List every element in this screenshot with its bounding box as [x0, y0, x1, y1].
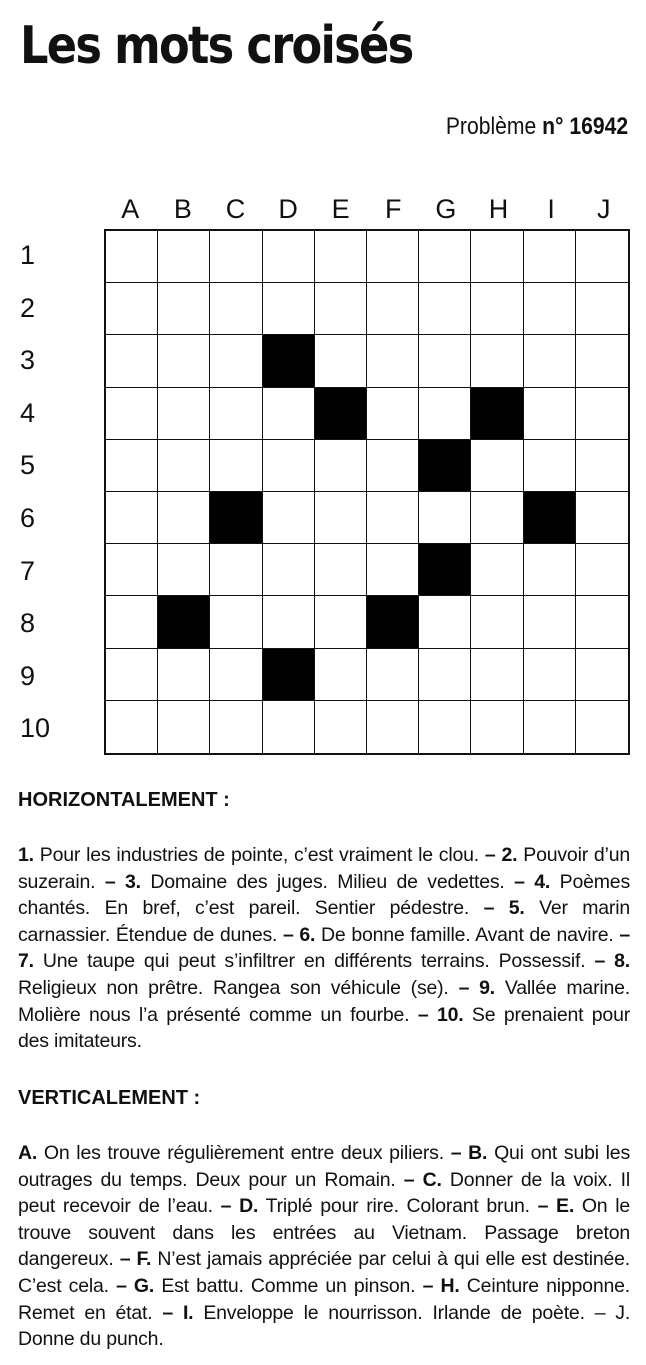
grid-cell[interactable] [524, 701, 576, 753]
clue-number: – 2. [484, 844, 518, 866]
grid-cell[interactable] [576, 596, 628, 648]
clue-text: Ceinture nipponne. Remet en état. [18, 1274, 630, 1324]
column-label: H [488, 194, 509, 224]
black-cell [263, 335, 315, 387]
grid-cell[interactable] [263, 701, 315, 753]
grid-cell[interactable] [315, 283, 367, 335]
grid-cell[interactable] [315, 231, 367, 283]
grid-cell[interactable] [315, 701, 367, 753]
clue-text: Enveloppe le nourrisson. Irlande de poète. [203, 1301, 585, 1324]
grid-cell[interactable] [158, 701, 210, 753]
grid-cell[interactable] [263, 440, 315, 492]
grid-cell[interactable] [158, 544, 210, 596]
column-label: G [435, 194, 457, 224]
grid-cell[interactable] [158, 492, 210, 544]
grid-cell[interactable] [210, 649, 262, 701]
problem-number [446, 112, 628, 142]
grid-cell[interactable] [524, 596, 576, 648]
grid-cell[interactable] [471, 283, 523, 335]
grid-cell[interactable] [367, 492, 419, 544]
clue-number: – 3. [104, 870, 141, 893]
grid-cell[interactable] [524, 335, 576, 387]
row-labels [20, 229, 70, 755]
clue-text: On le trouve souvent dans les entrées au Vietnam. Passage breton dangereux. [18, 1195, 630, 1271]
row-label: 3 [20, 345, 36, 376]
black-cell [419, 440, 471, 492]
black-cell [210, 492, 262, 544]
grid-cell[interactable] [367, 649, 419, 701]
black-cell [524, 492, 576, 544]
column-label: C [225, 194, 246, 224]
problem-label: Problème [445, 113, 537, 140]
clue-text: Religieux non prêtre. Rangea son véhicule (se). [18, 976, 449, 999]
black-cell [419, 544, 471, 596]
clue-number: – B. [450, 1142, 488, 1164]
column-label: A [121, 194, 140, 224]
vertical-heading: VERTICALEMENT : [18, 1087, 201, 1109]
clue-number: – J. [594, 1301, 631, 1324]
grid-cell[interactable] [471, 492, 523, 544]
clue-text: Ver marin carnassier. Étendue de dunes. [18, 897, 630, 946]
horizontal-clues [18, 842, 630, 1055]
grid-cell[interactable] [471, 701, 523, 753]
black-cell [158, 596, 210, 648]
grid-cell[interactable] [210, 544, 262, 596]
column-label: F [385, 194, 402, 224]
row-label: 9 [20, 660, 36, 691]
row-label: 2 [20, 292, 36, 323]
row-label: 4 [20, 397, 36, 428]
column-label: I [547, 194, 555, 224]
grid-cell[interactable] [106, 283, 158, 335]
grid-cell[interactable] [315, 440, 367, 492]
grid-cell[interactable] [315, 335, 367, 387]
grid-cell[interactable] [471, 440, 523, 492]
grid-cell[interactable] [106, 440, 158, 492]
clue-number: – 10. [417, 1003, 464, 1026]
grid-cell[interactable] [263, 231, 315, 283]
grid-cell[interactable] [367, 231, 419, 283]
clue-text: Triplé pour rire. Colorant brun. [265, 1195, 530, 1218]
grid-cell[interactable] [524, 388, 576, 440]
grid-cell[interactable] [419, 596, 471, 648]
grid-cell[interactable] [524, 649, 576, 701]
grid-cell[interactable] [524, 544, 576, 596]
row-label: 10 [20, 713, 51, 744]
clue-number: – I. [162, 1301, 194, 1324]
grid-cell[interactable] [524, 440, 576, 492]
row-label: 6 [20, 503, 36, 533]
crossword-grid [104, 229, 630, 755]
grid-cell[interactable] [158, 335, 210, 387]
column-label: B [173, 194, 192, 224]
clue-text: On les trouve régulièrement entre deux piliers. [43, 1142, 444, 1164]
grid-cell[interactable] [158, 649, 210, 701]
grid-cell[interactable] [315, 649, 367, 701]
clue-number: – 6. [283, 923, 316, 946]
grid-cell[interactable] [210, 388, 262, 440]
grid-cell[interactable] [419, 388, 471, 440]
horizontal-heading: HORIZONTALEMENT : [18, 789, 230, 811]
grid-cell[interactable] [315, 544, 367, 596]
grid-cell[interactable] [419, 335, 471, 387]
grid-cell[interactable] [419, 649, 471, 701]
grid-cell[interactable] [471, 335, 523, 387]
clue-text: Pouvoir d’un suzerain. [18, 844, 630, 893]
clue-text: Pour les industries de pointe, c’est vraiment le clou. [39, 844, 479, 866]
grid-cell[interactable] [263, 544, 315, 596]
column-label: J [596, 194, 611, 224]
grid-cell[interactable] [419, 283, 471, 335]
clue-text: Se prenaient pour des imitateurs. [18, 1003, 631, 1053]
grid-cell[interactable] [158, 440, 210, 492]
grid-cell[interactable] [263, 388, 315, 440]
grid-cell[interactable] [367, 335, 419, 387]
vertical-clues [18, 1140, 630, 1353]
clue-number: – D. [220, 1195, 259, 1218]
grid-cell[interactable] [263, 283, 315, 335]
grid-cell[interactable] [576, 231, 628, 283]
clue-number: 1. [18, 844, 34, 866]
grid-cell[interactable] [106, 701, 158, 753]
black-cell [367, 596, 419, 648]
grid-cell[interactable] [106, 492, 158, 544]
black-cell [471, 388, 523, 440]
grid-cell[interactable] [106, 649, 158, 701]
clue-text: Est battu. Comme un pinson. [161, 1274, 416, 1297]
grid-cell[interactable] [106, 335, 158, 387]
grid-cell[interactable] [367, 388, 419, 440]
clue-text: Poèmes chantés. En bref, c’est pareil. Sentier pédestre. [18, 870, 631, 920]
column-label: E [331, 194, 350, 224]
grid-cell[interactable] [210, 231, 262, 283]
grid-cell[interactable] [210, 596, 262, 648]
grid-cell[interactable] [210, 701, 262, 753]
black-cell [263, 649, 315, 701]
grid-cell[interactable] [524, 283, 576, 335]
grid-cell[interactable] [263, 492, 315, 544]
row-label: 5 [20, 450, 36, 481]
grid-cell[interactable] [106, 231, 158, 283]
grid-cell[interactable] [576, 388, 628, 440]
clue-number: – 9. [458, 976, 495, 999]
grid-cell[interactable] [210, 335, 262, 387]
grid-cell[interactable] [471, 544, 523, 596]
grid-cell[interactable] [471, 231, 523, 283]
clue-number: – C. [403, 1168, 442, 1191]
grid-cell[interactable] [576, 335, 628, 387]
grid-cell[interactable] [419, 701, 471, 753]
clue-number: – 5. [483, 897, 525, 920]
grid-cell[interactable] [315, 492, 367, 544]
clue-number: A. [18, 1142, 38, 1164]
grid-cell[interactable] [471, 596, 523, 648]
grid-cell[interactable] [367, 544, 419, 596]
clue-text: De bonne famille. Avant de navire. [321, 923, 614, 946]
grid-cell[interactable] [315, 596, 367, 648]
clue-number: – H. [422, 1274, 460, 1297]
grid-cell[interactable] [106, 544, 158, 596]
grid-cell[interactable] [106, 596, 158, 648]
problem-number-prefix: n° [542, 113, 564, 140]
clue-text: Domaine des juges. Milieu de vedettes. [150, 870, 505, 893]
grid-cell[interactable] [367, 283, 419, 335]
grid-cell[interactable] [576, 649, 628, 701]
black-cell [315, 388, 367, 440]
clue-text: Donne du punch. [18, 1328, 164, 1351]
clue-text: Donner de la voix. Il peut recevoir de l’eau. [18, 1168, 630, 1218]
clue-number: – 7. [18, 923, 631, 973]
grid-cell[interactable] [210, 283, 262, 335]
row-label: 8 [20, 608, 36, 639]
grid-cell[interactable] [576, 492, 628, 544]
clue-number: – 4. [514, 870, 551, 893]
clue-text: Une taupe qui peut s’infiltrer en différents terrains. Possessif. [42, 950, 586, 973]
row-label: 1 [20, 240, 36, 270]
page-title: Les mots croisés [20, 16, 413, 76]
clue-number: – F. [119, 1248, 152, 1271]
clue-number: – E. [537, 1195, 575, 1218]
grid-cell[interactable] [106, 388, 158, 440]
grid-cell[interactable] [367, 701, 419, 753]
grid-cell[interactable] [524, 231, 576, 283]
row-label: 7 [20, 555, 36, 586]
clue-text: N’est jamais appréciée par celui à qui elle est destinée. C’est cela. [18, 1248, 631, 1297]
grid-cell[interactable] [158, 283, 210, 335]
grid-cell[interactable] [576, 440, 628, 492]
clue-text: Vallée marine. Molière nous l’a présenté comme un fourbe. [18, 976, 631, 1026]
clue-number: – 8. [594, 950, 631, 973]
column-label: D [278, 194, 298, 224]
grid-cell[interactable] [158, 388, 210, 440]
column-labels [104, 192, 630, 226]
grid-cell[interactable] [576, 283, 628, 335]
grid-cell[interactable] [367, 440, 419, 492]
problem-number-value: 16942 [569, 113, 628, 140]
grid-cell[interactable] [576, 701, 628, 753]
grid-cell[interactable] [263, 596, 315, 648]
clue-text: Qui ont subi les outrages du temps. Deux pour un Romain. [18, 1142, 630, 1191]
grid-cell[interactable] [471, 649, 523, 701]
grid-cell[interactable] [419, 492, 471, 544]
clue-number: – G. [116, 1274, 155, 1297]
grid-cell[interactable] [210, 440, 262, 492]
grid-cell[interactable] [158, 231, 210, 283]
grid-cell[interactable] [419, 231, 471, 283]
grid-cell[interactable] [576, 544, 628, 596]
